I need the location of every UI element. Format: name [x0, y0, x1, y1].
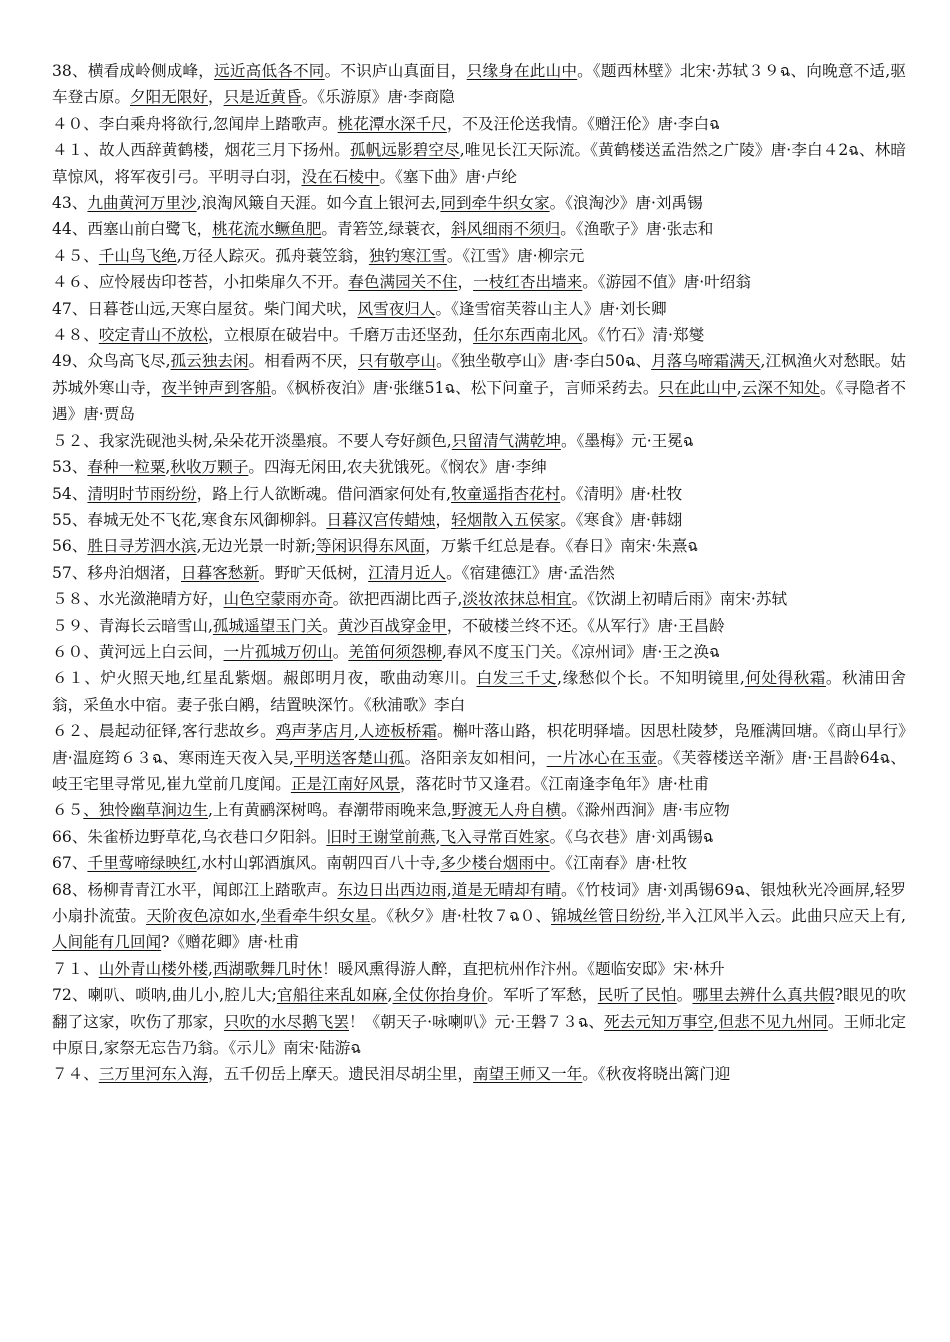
verse-text: ,唯见长江天际流。《黄鹤楼送孟浩然之广陵》唐·李白４2ฉ、林暗草惊风，将军夜引弓。平明寻白羽， — [52, 141, 906, 186]
verse-text: , — [165, 458, 171, 477]
underlined-verse: 人间能有几回闻 — [52, 933, 162, 952]
verse-text: 。青箬笠,绿蓑衣， — [321, 220, 452, 239]
underlined-verse: 孤城遥望玉门关 — [212, 616, 323, 635]
verse-text: , — [736, 378, 742, 397]
verse-text: ４８、 — [52, 326, 99, 345]
poem-entry — [52, 718, 906, 797]
underlined-verse: 羌笛何须怨柳 — [348, 642, 442, 661]
underlined-verse: 正是江南好风景 — [290, 774, 401, 793]
verse-text: ５２、我家洗砚池头树,朵朵花开淡墨痕。不要人夸好颜色, — [52, 431, 452, 450]
underlined-verse: 孤云独去闲 — [170, 352, 249, 371]
verse-text: 。王师北定中原日,家祭无忘告乃翁。《示儿》南宋·陆游ฉ — [52, 1012, 906, 1058]
underlined-verse: 等闲识得东风面 — [315, 537, 426, 556]
underlined-verse: 道是无晴却有晴 — [451, 880, 562, 899]
verse-text: 。秋浦田舍翁，采鱼水中宿。妻子张白鹇，结置映深竹。《秋浦歌》李白 — [52, 669, 906, 714]
underlined-verse: 但悲不见九州同 — [718, 1012, 828, 1031]
underlined-verse: 任尔东西南北风 — [473, 326, 583, 345]
verse-text: 。《寻隐者不遇》唐·贾岛 — [52, 378, 906, 424]
underlined-verse: 日暮汉宫传蜡烛 — [326, 510, 436, 529]
verse-text: ,半入江风半入云。此曲只应天上有, — [660, 907, 906, 925]
verse-text: ６０、黄河远上白云间， — [52, 642, 224, 661]
underlined-verse: 月落乌啼霜满天 — [651, 352, 761, 371]
underlined-verse: 同到牵牛织女家 — [440, 194, 550, 213]
verse-text: ，万紫千红总是春。《春日》南宋·朱熹ฉ — [425, 537, 699, 556]
verse-text: 47、日暮苍山远,天寒白屋贫。柴门闻犬吠， — [52, 299, 358, 318]
underlined-verse: 桃花潭水深千尺 — [337, 114, 447, 133]
underlined-verse: 三万里河东入海 — [98, 1065, 208, 1084]
verse-text: 。 — [676, 986, 693, 1005]
verse-text: 。 — [332, 642, 349, 661]
verse-text: ５９、青海长云暗雪山, — [52, 616, 213, 635]
underlined-verse: 山外青山楼外楼 — [98, 959, 208, 978]
underlined-verse: 一枝红杏出墙来 — [473, 273, 583, 292]
poem-entry — [52, 322, 906, 348]
underlined-verse: 秋收万颗子 — [170, 458, 249, 477]
verse-text: 。《竹枝词》唐·刘禹锡69ฉ、银烛秋光冷画屏,轻罗小扇扑流萤。 — [52, 880, 907, 925]
verse-text: ,无边光景一时新; — [196, 537, 316, 556]
verse-text: 。《独坐敬亭山》唐·李白50ฉ、 — [436, 352, 652, 371]
underlined-verse: 风雪夜归人 — [357, 299, 436, 318]
poem-entry — [52, 296, 906, 322]
underlined-verse: 全仗你抬身价 — [392, 986, 488, 1005]
underlined-verse: 桃花流水鳜鱼肥 — [212, 220, 322, 239]
verse-text: ７１、 — [52, 959, 99, 978]
verse-text: 67、 — [52, 854, 88, 873]
underlined-verse: 春种一粒粟 — [87, 458, 166, 477]
verse-text: 56、 — [52, 537, 88, 556]
verse-text: , — [446, 880, 452, 899]
verse-text: 。不识庐山真面目， — [324, 62, 467, 80]
underlined-verse: 西湖歌舞几时休 — [212, 959, 323, 978]
poem-entry — [52, 956, 906, 982]
underlined-verse: 春色满园关不住 — [348, 273, 458, 292]
verse-text: ４６、应怜屐齿印苍苔，小扣柴扉久不开。 — [52, 273, 349, 292]
poem-entry — [52, 269, 906, 295]
verse-text: 。相看两不厌， — [248, 352, 358, 371]
verse-text: 55、春城无处不飞花,寒食东风御柳斜。 — [52, 510, 327, 529]
verse-text: ，不破楼兰终不还。《从军行》唐·王昌龄 — [446, 616, 725, 635]
verse-text: 。《清明》唐·杜牧 — [560, 484, 683, 503]
verse-text: 。《竹石》清·郑燮 — [582, 326, 705, 345]
verse-text: ，五千仞岳上摩天。遗民泪尽胡尘里， — [207, 1065, 474, 1084]
verse-text: ，落花时节又逢君。《江南逢李龟年》唐·杜甫 — [400, 774, 710, 793]
underlined-verse: 牧童遥指杏花村 — [451, 484, 561, 503]
verse-text: 57、移舟泊烟渚， — [52, 563, 181, 582]
underlined-verse: 九曲黄河万里沙 — [87, 194, 197, 213]
underlined-verse: 只在此山中 — [658, 378, 737, 397]
verse-text: 66、朱雀桥边野草花,乌衣巷口夕阳斜。 — [52, 827, 327, 846]
verse-text: 。《乐游原》唐·李商隐 — [301, 88, 455, 107]
verse-text: 。《秋夜将晓出篱门迎 — [582, 1065, 731, 1084]
verse-text: 。 — [322, 616, 338, 635]
underlined-verse: 斜风细雨不须归 — [451, 220, 561, 239]
poem-entry — [52, 216, 906, 242]
verse-text: 。《饮湖上初晴后雨》南宋·苏轼 — [571, 590, 788, 609]
verse-text: 。欲把西湖比西子, — [332, 590, 463, 609]
poem-entry — [52, 982, 906, 1061]
verse-text: ,春风不度玉门关。《凉州词》唐·王之涣ฉ — [441, 642, 720, 661]
underlined-verse: 一片孤城万仞山 — [223, 642, 333, 661]
underlined-verse: 只缘身在此山中 — [466, 62, 578, 80]
verse-text: ,缘愁似个长。不知明镜里, — [557, 669, 745, 688]
underlined-verse: 坐看牵牛织女星 — [260, 907, 371, 925]
verse-text: 54、 — [52, 484, 88, 503]
verse-text: 。《渔歌子》唐·张志和 — [560, 220, 714, 239]
underlined-verse: 何处得秋霜 — [744, 669, 826, 688]
underlined-verse: 野渡无人舟自横 — [451, 801, 561, 820]
underlined-verse: 民听了民怕 — [597, 986, 677, 1005]
verse-text: ,万径人踪灭。孤舟蓑笠翁， — [176, 246, 369, 265]
verse-text: ， — [435, 510, 452, 529]
verse-text: ,水村山郭酒旗风。南朝四百八十寺, — [196, 854, 441, 873]
poem-entry — [52, 560, 906, 586]
verse-text: , — [713, 1012, 719, 1031]
underlined-verse: 清明时节雨纷纷 — [87, 484, 197, 503]
poem-entry — [52, 507, 906, 533]
poem-entry — [52, 190, 906, 216]
underlined-verse: 千里莺啼绿映红 — [87, 854, 197, 873]
underlined-verse: 只有敬亭山 — [357, 352, 437, 371]
verse-text: 。《游园不值》唐·叶绍翁 — [582, 273, 751, 292]
underlined-verse: 孤帆远影碧空尽 — [349, 141, 460, 160]
underlined-verse: 远近高低各不同 — [214, 62, 325, 80]
underlined-verse: 没在石棱中 — [301, 167, 380, 186]
verse-text: ６５ — [52, 801, 84, 820]
verse-text: ?眼见的吹翻了这家，吹伤了那家， — [52, 986, 906, 1031]
underlined-verse: 黄沙百战穿金甲 — [337, 616, 447, 635]
poem-entry — [52, 428, 906, 454]
verse-text: ?《赠花卿》唐·杜甫 — [161, 933, 300, 952]
poem-entry — [52, 243, 906, 269]
verse-text: 。《芙蓉楼送辛渐》唐·王昌龄64ฉ、岐王宅里寻常见,崔九堂前几度闻。 — [52, 748, 906, 793]
poem-entry — [52, 58, 906, 111]
verse-text: 。洛阳亲友如相问， — [404, 748, 547, 767]
verse-text: 49、众鸟高飞尽, — [52, 352, 171, 371]
underlined-verse: 山色空蒙雨亦奇 — [223, 590, 333, 609]
verse-text: ６２、晨起动征铎,客行悲故乡。 — [52, 722, 276, 741]
poem-entry — [52, 348, 906, 427]
verse-text: 。《滁州西涧》唐·韦应物 — [560, 801, 730, 820]
underlined-verse: 一片冰心在玉壶 — [546, 748, 658, 767]
underlined-verse: 锦城丝管日纷纷 — [551, 907, 661, 925]
verse-text: ，路上行人欲断魂。借问酒家何处有, — [196, 484, 452, 503]
verse-text: ,江枫渔火对愁眠。姑苏城外寒山寺， — [52, 352, 906, 397]
verse-text: 。《墨梅》元·王冕ฉ — [560, 431, 694, 450]
underlined-verse: 多少楼台烟雨中 — [440, 854, 550, 873]
poem-entry — [52, 850, 906, 876]
underlined-verse: 哪里去辨什么真共假 — [692, 986, 835, 1005]
poem-entry — [52, 454, 906, 480]
underlined-verse: 只是近黄昏 — [223, 88, 302, 107]
verse-text: 72、喇叭、唢呐,曲儿小,腔儿大; — [52, 986, 277, 1005]
underlined-verse: 旧时王谢堂前燕 — [326, 827, 436, 846]
poem-entry — [52, 613, 906, 639]
verse-text: 43、 — [52, 194, 88, 213]
verse-text: ， — [207, 88, 224, 107]
underlined-verse: 夜半钟声到客船 — [161, 378, 271, 397]
verse-text: 。野旷天低树， — [258, 563, 369, 582]
verse-text: 。四海无闲田,农夫犹饿死。《悯农》唐·李绅 — [248, 458, 547, 477]
poem-entry — [52, 877, 906, 956]
verse-text: 。《塞下曲》唐·卢纶 — [379, 167, 518, 186]
verse-text: 。《宿建德江》唐·孟浩然 — [446, 563, 615, 582]
underlined-verse: 只吹的水尽鹅飞罢 — [223, 1012, 349, 1031]
verse-text: 38、横看成岭侧成峰， — [52, 62, 215, 80]
verse-text: 。《秋夕》唐·杜牧７ฉ０、 — [370, 907, 552, 925]
verse-text: ，不及汪伦送我情。《赠汪伦》唐·李白ฉ — [446, 114, 720, 133]
underlined-verse: 千山鸟飞绝 — [98, 246, 177, 265]
verse-text: 。军听了军愁， — [487, 986, 598, 1005]
poem-entry — [52, 533, 906, 559]
underlined-verse: 飞入寻常百姓家 — [440, 827, 550, 846]
verse-text: 53、 — [52, 458, 88, 477]
verse-text: ,上有黄鹂深树鸣。春潮带雨晚来急, — [207, 801, 452, 820]
underlined-verse: 白发三千丈 — [476, 669, 558, 688]
verse-text: 。《浪淘沙》唐·刘禹锡 — [549, 194, 703, 213]
underlined-verse: 、独怜幽草涧边生 — [83, 801, 208, 820]
verse-text: ，立根原在破岩中。千磨万击还坚劲， — [207, 326, 474, 345]
verse-text: 。《江雪》唐·柳宗元 — [446, 246, 585, 265]
underlined-verse: 胜日寻芳泗水滨 — [87, 537, 197, 556]
verse-text: , — [353, 722, 359, 741]
verse-text: 。《逢雪宿芙蓉山主人》唐·刘长卿 — [435, 299, 667, 318]
poem-entry — [52, 137, 906, 190]
verse-text: 68、杨柳青青江水平，闻郎江上踏歌声。 — [52, 880, 338, 899]
verse-text: 。《题西林壁》北宋·苏轼３９ฉ、向晚意不适,驱车登古原。 — [52, 62, 906, 107]
underlined-verse: 独钓寒江雪 — [368, 246, 447, 265]
poem-entry — [52, 824, 906, 850]
poem-entry — [52, 665, 906, 718]
underlined-verse: 死去元知万事空 — [604, 1012, 714, 1031]
poem-entry — [52, 1061, 906, 1087]
verse-text: ４１、故人西辞黄鹤楼，烟花三月下扬州。 — [52, 141, 350, 160]
underlined-verse: 南望王师又一年 — [473, 1065, 583, 1084]
verse-text: ６１、炉火照天地,红星乱紫烟。赧郎明月夜，歌曲动寒川。 — [52, 669, 477, 688]
poem-entry — [52, 586, 906, 612]
verse-text: ,浪淘风簸自天涯。如今直上银河去, — [196, 194, 441, 213]
underlined-verse: 云深不知处 — [741, 378, 820, 397]
verse-text: ！《朝天子·咏喇叭》元·王磐７３ฉ、 — [348, 1012, 605, 1031]
verse-text: ， — [457, 273, 474, 292]
verse-text: 。《枫桥夜泊》唐·张继51ฉ、松下问童子，言师采药去。 — [271, 378, 659, 397]
poem-entry — [52, 111, 906, 137]
underlined-verse: 平明送客楚山孤 — [293, 748, 405, 767]
underlined-verse: 淡妆浓抹总相宜 — [462, 590, 572, 609]
verse-text: 。槲叶落山路，枳花明驿墙。因思杜陵梦，凫雁满回塘。《商山早行》唐·温庭筠６３ฉ、寒雨连天夜入吴, — [52, 722, 906, 767]
poem-entry — [52, 481, 906, 507]
underlined-verse: 江清月近人 — [368, 563, 447, 582]
verse-text: , — [435, 827, 441, 846]
underlined-verse: 东边日出西边雨 — [337, 880, 447, 899]
verse-text: ７４、 — [52, 1065, 99, 1084]
verse-text: , — [207, 959, 213, 978]
poem-list — [52, 58, 906, 1088]
underlined-verse: 鸡声茅店月 — [275, 722, 354, 741]
underlined-verse: 天阶夜色凉如水 — [146, 907, 256, 925]
verse-text: 。《乌衣巷》唐·刘禹锡ฉ — [549, 827, 714, 846]
underlined-verse: 轻烟散入五侯家 — [451, 510, 561, 529]
underlined-verse: 官船往来乱如麻 — [276, 986, 388, 1005]
underlined-verse: 夕阳无限好 — [129, 88, 208, 107]
underlined-verse: 咬定青山不放松 — [98, 326, 208, 345]
underlined-verse: 人迹板桥霜 — [358, 722, 438, 741]
verse-text: ４０、李白乘舟将欲行,忽闻岸上踏歌声。 — [52, 114, 338, 133]
poem-entry — [52, 797, 906, 823]
verse-text: ４５、 — [52, 246, 99, 265]
underlined-verse: 日暮客愁新 — [181, 563, 259, 582]
verse-text: 44、西塞山前白鹭飞， — [52, 220, 213, 239]
verse-text: 。《寒食》唐·韩翃 — [560, 510, 683, 529]
verse-text: 。《江南春》唐·杜牧 — [549, 854, 688, 873]
poem-entry — [52, 639, 906, 665]
verse-text: ！暖风熏得游人醉，直把杭州作汴州。《题临安邸》宋·林升 — [322, 959, 725, 978]
verse-text: , — [387, 986, 393, 1005]
verse-text: ５８、水光潋滟晴方好， — [52, 590, 224, 609]
verse-text: , — [255, 907, 261, 925]
underlined-verse: 只留清气满乾坤 — [451, 431, 561, 450]
